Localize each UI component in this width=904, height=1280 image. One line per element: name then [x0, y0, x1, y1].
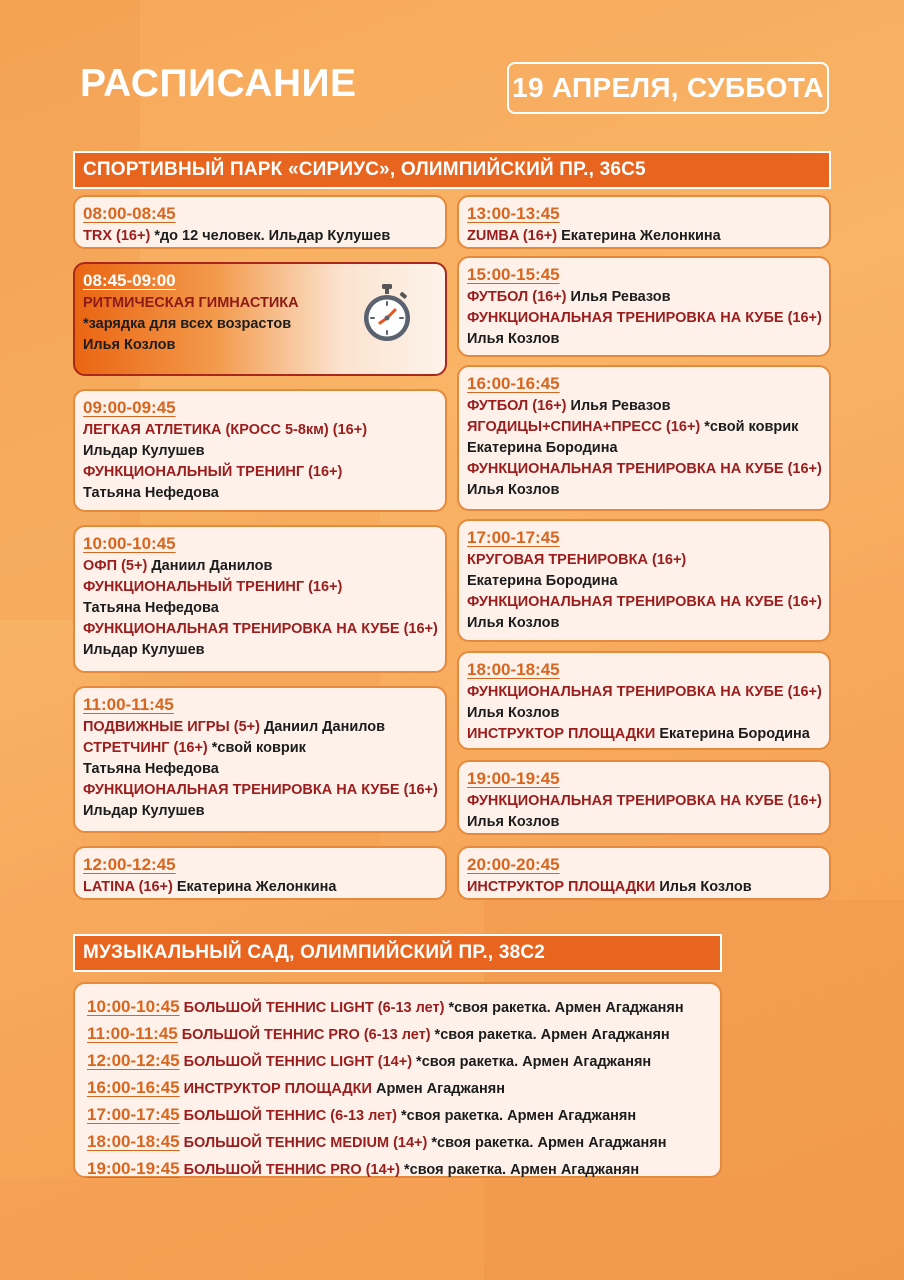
schedule-line [467, 550, 821, 571]
schedule-line [467, 287, 821, 308]
time-slot: 08:45-09:00 [83, 271, 176, 290]
schedule-line [467, 812, 821, 833]
details-text: Даниил Данилов [147, 558, 273, 574]
time-slot: 12:00-12:45 [83, 855, 176, 874]
schedule-line [83, 556, 437, 577]
schedule-line [467, 480, 821, 501]
schedule-card [457, 651, 831, 750]
details-text: Илья Козлов [467, 814, 560, 830]
activity-name: БОЛЬШОЙ ТЕННИС LIGHT (6-13 лет) [183, 1000, 445, 1016]
details-text: Екатерина Бородина [467, 573, 618, 589]
details-text: Ильдар Кулушев [83, 803, 205, 819]
schedule-card [457, 365, 831, 511]
schedule-line [83, 462, 437, 483]
schedule-line [87, 1048, 708, 1075]
schedule-line [83, 640, 437, 661]
activity-name: ИНСТРУКТОР ПЛОЩАДКИ [467, 726, 656, 742]
time-slot: 12:00-12:45 [87, 1051, 180, 1070]
time-slot: 17:00-17:45 [467, 528, 560, 547]
activity-name: СТРЕТЧИНГ (16+) [83, 740, 208, 756]
time-slot: 18:00-18:45 [87, 1132, 180, 1151]
schedule-card [73, 262, 447, 376]
page-title: РАСПИСАНИЕ [80, 62, 357, 105]
activity-name: ФУНКЦИОНАЛЬНЫЙ ТРЕНИНГ (16+) [83, 464, 343, 480]
time-slot: 15:00-15:45 [467, 265, 560, 284]
schedule-line [467, 308, 821, 329]
schedule-line [87, 1021, 708, 1048]
schedule-line [83, 877, 437, 898]
activity-name: БОЛЬШОЙ ТЕННИС PRO (6-13 лет) [181, 1027, 431, 1043]
details-text: *зарядка для всех возрастов [83, 316, 292, 332]
details-text: Екатерина Желонкина [172, 879, 337, 895]
schedule-line [83, 619, 437, 640]
schedule-line [83, 598, 437, 619]
details-text: *свой коврик [700, 419, 799, 435]
details-text: *свой коврик [207, 740, 306, 756]
schedule-line [83, 226, 437, 247]
activity-name: LATINA (16+) [83, 879, 173, 895]
details-text: *своя ракетка. Армен Агаджанян [412, 1054, 652, 1070]
activity-name: ФУНКЦИОНАЛЬНАЯ ТРЕНИРОВКА НА КУБЕ (16+) [83, 621, 438, 637]
time-slot: 16:00-16:45 [87, 1078, 180, 1097]
time-slot: 19:00-19:45 [467, 769, 560, 788]
activity-name: ФУНКЦИОНАЛЬНАЯ ТРЕНИРОВКА НА КУБЕ (16+) [467, 594, 822, 610]
time-slot: 17:00-17:45 [87, 1105, 180, 1124]
schedule-card [73, 686, 447, 833]
time-slot: 09:00-09:45 [83, 398, 176, 417]
schedule-line [467, 438, 821, 459]
details-text: *своя ракетка. Армен Агаджанян [399, 1162, 640, 1178]
activity-name: ZUMBA (16+) [467, 228, 558, 244]
details-text: Илья Козлов [655, 879, 752, 895]
details-text: Екатерина Бородина [467, 440, 618, 456]
date-badge: 19 АПРЕЛЯ, СУББОТА [507, 62, 829, 114]
details-text: Даниил Данилов [259, 719, 386, 735]
schedule-line [87, 1156, 708, 1183]
time-slot: 20:00-20:45 [467, 855, 560, 874]
activity-name: ОФП (5+) [83, 558, 148, 574]
venue-header-music-garden: МУЗЫКАЛЬНЫЙ САД, ОЛИМПИЙСКИЙ ПР., 38С2 [73, 934, 722, 972]
time-slot: 08:00-08:45 [83, 204, 176, 223]
activity-name: TRX (16+) [83, 228, 151, 244]
details-text: Татьяна Нефедова [83, 485, 219, 501]
schedule-card [73, 846, 447, 900]
details-text: Илья Ревазов [566, 398, 671, 414]
details-text: Илья Козлов [467, 705, 560, 721]
schedule-line [83, 780, 437, 801]
activity-name: КРУГОВАЯ ТРЕНИРОВКА (16+) [467, 552, 687, 568]
schedule-line [467, 226, 821, 247]
details-text: *до 12 человек. Ильдар Кулушев [150, 228, 391, 244]
details-text: *своя ракетка. Армен Агаджанян [430, 1027, 670, 1043]
details-text: Илья Ревазов [566, 289, 671, 305]
schedule-card [457, 256, 831, 357]
activity-name: ФУНКЦИОНАЛЬНАЯ ТРЕНИРОВКА НА КУБЕ (16+) [467, 461, 822, 477]
details-text: Екатерина Бородина [655, 726, 810, 742]
schedule-line [83, 577, 437, 598]
details-text: Илья Козлов [467, 482, 560, 498]
details-text: Екатерина Желонкина [557, 228, 721, 244]
schedule-line [467, 329, 821, 350]
details-text: Ильдар Кулушев [83, 642, 205, 658]
schedule-card [457, 846, 831, 900]
schedule-card [457, 519, 831, 642]
schedule-line [83, 420, 437, 441]
schedule-line [467, 459, 821, 480]
schedule-line [467, 571, 821, 592]
time-slot: 19:00-19:45 [87, 1159, 180, 1178]
schedule-card [73, 389, 447, 512]
activity-name: ФУНКЦИОНАЛЬНАЯ ТРЕНИРОВКА НА КУБЕ (16+) [83, 782, 438, 798]
schedule-line [87, 1075, 708, 1102]
schedule-line [83, 483, 437, 504]
schedule-line [467, 613, 821, 634]
time-slot: 10:00-10:45 [83, 534, 176, 553]
time-slot: 11:00-11:45 [87, 1024, 178, 1043]
schedule-line [467, 396, 821, 417]
details-text: *своя ракетка. Армен Агаджанян [427, 1135, 667, 1151]
activity-name: ФУНКЦИОНАЛЬНАЯ ТРЕНИРОВКА НА КУБЕ (16+) [467, 684, 822, 700]
activity-name: ФУТБОЛ (16+) [467, 289, 567, 305]
schedule-card [457, 760, 831, 835]
activity-name: ЛЕГКАЯ АТЛЕТИКА (КРОСС 5-8км) (16+) [83, 422, 368, 438]
stopwatch-icon [359, 282, 415, 344]
activity-name: БОЛЬШОЙ ТЕННИС LIGHT (14+) [183, 1054, 413, 1070]
time-slot: 16:00-16:45 [467, 374, 560, 393]
activity-name: ФУТБОЛ (16+) [467, 398, 567, 414]
details-text: Татьяна Нефедова [83, 600, 219, 616]
time-slot: 11:00-11:45 [83, 695, 174, 714]
time-slot: 18:00-18:45 [467, 660, 560, 679]
details-text: Илья Козлов [467, 331, 560, 347]
schedule-line [83, 738, 437, 759]
schedule-line [467, 724, 821, 745]
schedule-line [87, 994, 708, 1021]
schedule-line [467, 682, 821, 703]
schedule-line [467, 877, 821, 898]
schedule-line [87, 1102, 708, 1129]
venue-header-sirius: СПОРТИВНЫЙ ПАРК «СИРИУС», ОЛИМПИЙСКИЙ ПР., 36С5 [73, 151, 831, 189]
schedule-line [83, 441, 437, 462]
activity-name: БОЛЬШОЙ ТЕННИС PRO (14+) [183, 1162, 400, 1178]
activity-name: ИНСТРУКТОР ПЛОЩАДКИ [467, 879, 656, 895]
details-text: Ильдар Кулушев [83, 443, 205, 459]
music-garden-schedule [73, 982, 722, 1178]
details-text: *своя ракетка. Армен Агаджанян [444, 1000, 684, 1016]
schedule-line [83, 801, 437, 822]
activity-name: ФУНКЦИОНАЛЬНЫЙ ТРЕНИНГ (16+) [83, 579, 343, 595]
schedule-line [467, 417, 821, 438]
time-slot: 13:00-13:45 [467, 204, 560, 223]
details-text: Армен Агаджанян [371, 1081, 505, 1097]
activity-name: ЯГОДИЦЫ+СПИНА+ПРЕСС (16+) [467, 419, 701, 435]
schedule-card [73, 525, 447, 673]
details-text: *своя ракетка. Армен Агаджанян [396, 1108, 637, 1124]
details-text: Илья Козлов [83, 337, 176, 353]
schedule-line [87, 1129, 708, 1156]
schedule-line [467, 592, 821, 613]
details-text: Татьяна Нефедова [83, 761, 219, 777]
schedule-line [467, 703, 821, 724]
time-slot: 10:00-10:45 [87, 997, 180, 1016]
activity-name: БОЛЬШОЙ ТЕННИС MEDIUM (14+) [183, 1135, 428, 1151]
activity-name: ПОДВИЖНЫЕ ИГРЫ (5+) [83, 719, 260, 735]
activity-name: БОЛЬШОЙ ТЕННИС (6-13 лет) [183, 1108, 397, 1124]
schedule-line [467, 791, 821, 812]
activity-name: ИНСТРУКТОР ПЛОЩАДКИ [183, 1081, 372, 1097]
schedule-line [83, 759, 437, 780]
details-text: Илья Козлов [467, 615, 560, 631]
schedule-card [457, 195, 831, 249]
schedule-line [83, 717, 437, 738]
schedule-card [73, 195, 447, 249]
activity-name: ФУНКЦИОНАЛЬНАЯ ТРЕНИРОВКА НА КУБЕ (16+) [467, 310, 822, 326]
activity-name: ФУНКЦИОНАЛЬНАЯ ТРЕНИРОВКА НА КУБЕ (16+) [467, 793, 822, 809]
activity-name: РИТМИЧЕСКАЯ ГИМНАСТИКА [83, 295, 299, 311]
